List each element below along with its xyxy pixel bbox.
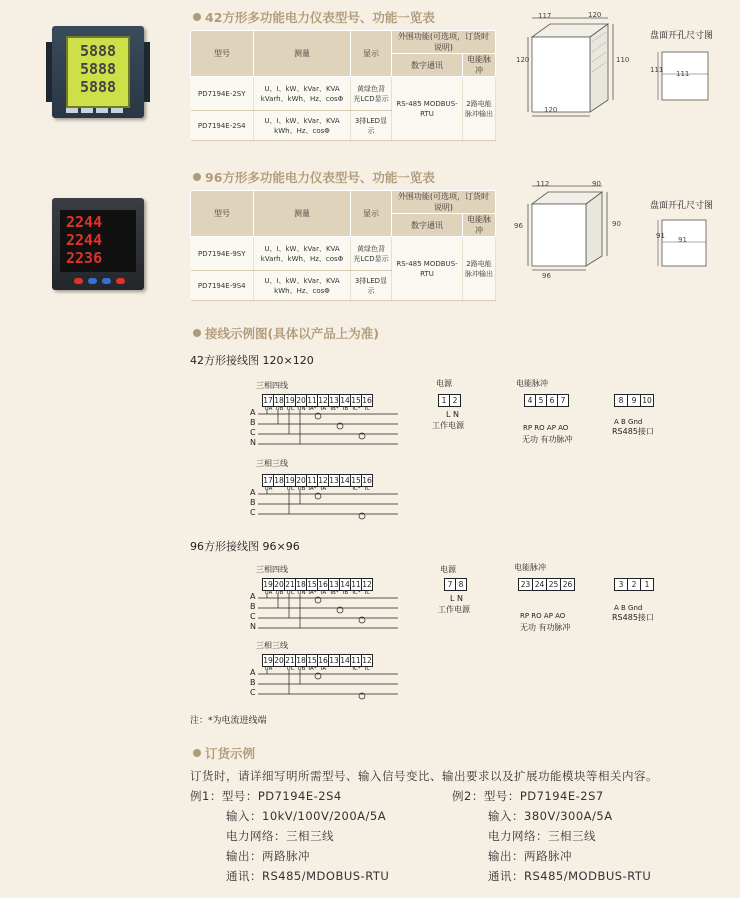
phase-label-b: B <box>250 418 256 427</box>
rs485-desc-42: RS485接口 <box>612 427 654 436</box>
lcd-meter-image <box>52 26 144 118</box>
th-measure: 测量 <box>254 191 351 237</box>
cell-display: 3排LED显示 <box>351 271 392 301</box>
terminal: 15 <box>351 476 361 485</box>
dimension-drawing-96 <box>510 180 630 290</box>
terminal: 1 <box>439 395 450 406</box>
terminal-sub-label: IA* <box>308 590 317 596</box>
terminal-sub-label: UA <box>264 666 273 672</box>
section-title-42: 42方形多功能电力仪表型号、功能一览表 <box>193 8 435 26</box>
terminal: 21 <box>285 580 295 589</box>
terminal: 24 <box>533 579 547 590</box>
terminal: 13 <box>329 656 339 665</box>
terminal-sub-label: IC <box>364 590 371 596</box>
terminal-sub-label: IC* <box>352 406 361 412</box>
order-ex1-model: 例1：型号：PD7194E-2S4 <box>190 789 342 803</box>
dim-label: 90 <box>592 180 601 188</box>
terminal-sub-label: UN <box>297 590 306 596</box>
cell-pulse: 2路电能脉冲输出 <box>463 77 496 141</box>
wiring-lines-42-three <box>248 490 408 520</box>
terminal-sub-label: IC* <box>352 590 361 596</box>
terminal-sub-label: IB* <box>330 406 339 412</box>
cell-measure: U、I、kW、kVar、KVA kVarh、kWh、Hz、cosΦ <box>254 237 351 271</box>
terminal-sub-label: UC <box>286 590 295 596</box>
terminal: 18 <box>274 476 284 485</box>
cell-model: PD7194E-2S4 <box>191 111 254 141</box>
th-display: 显示 <box>351 31 392 77</box>
dim-label: 96 <box>542 272 551 280</box>
terminal: 7 <box>560 396 566 405</box>
section-title-order: 订货示例 <box>193 744 255 762</box>
terminal: 23 <box>519 579 533 590</box>
dim-label: 110 <box>616 56 630 64</box>
pulse-terminals-42 <box>524 394 569 407</box>
terminal-sub-label: IA* <box>308 486 317 492</box>
terminal-sub-label: IC <box>364 406 371 412</box>
terminal-sub-label: UB <box>275 406 284 412</box>
terminal: 8 <box>458 580 464 589</box>
power-sub-96: L N <box>450 594 463 603</box>
dim-label: 112 <box>536 180 550 188</box>
cell-comm: RS-485 MODBUS-RTU <box>392 77 463 141</box>
cell-pulse: 2路电能脉冲输出 <box>463 237 496 301</box>
cutout-label-96: 盘面开孔尺寸图 <box>650 201 714 211</box>
terminal: 12 <box>318 476 328 485</box>
pulse-terminals-96 <box>518 578 575 591</box>
cell-model: PD7194E-9SY <box>191 237 254 271</box>
order-ex2-model: 例2：型号：PD7194E-2S7 <box>452 789 604 803</box>
lcd-digits-2: 5888 <box>79 60 117 78</box>
dim-label: 90 <box>612 220 621 228</box>
cell-display: 黄绿色背 光LCD显示 <box>351 77 392 111</box>
terminal: 19 <box>285 396 295 405</box>
terminal: 15 <box>351 396 361 405</box>
led-digits-1: 2244 <box>66 213 103 231</box>
terminal: 18 <box>274 396 284 405</box>
terminal: 4 <box>525 395 536 406</box>
dim-label: 111 <box>650 66 664 74</box>
lcd-digits-3: 5888 <box>79 78 117 96</box>
rs485-sub-42: A B Gnd <box>614 418 643 426</box>
terminal-sub-label: IC* <box>352 486 361 492</box>
cell-display: 黄绿色背 光LCD显示 <box>351 237 392 271</box>
terminal: 2 <box>628 579 641 590</box>
terminal: 20 <box>296 396 306 405</box>
terminal-sub-label: UA <box>264 590 273 596</box>
wiring-42-three-wire-label: 三相三线 <box>256 459 288 468</box>
section-title-wiring: 接线示例图(具体以产品上为准) <box>193 324 379 342</box>
terminal: 19 <box>263 580 273 589</box>
terminal: 12 <box>362 580 372 589</box>
terminal: 19 <box>263 656 273 665</box>
terminal-sub-label: IB* <box>330 590 339 596</box>
pulse-desc-42: 无功 有功脉冲 <box>522 435 573 444</box>
phase-label-c: C <box>250 612 256 621</box>
terminal: 20 <box>274 656 284 665</box>
dim-label: 91 <box>678 236 687 244</box>
th-model: 型号 <box>191 31 254 77</box>
terminal: 12 <box>318 396 328 405</box>
led-meter-image <box>52 198 144 290</box>
phase-label-n: N <box>250 438 256 447</box>
th-comm: 数字通讯 <box>392 214 463 237</box>
order-ex2-input: 输入：380V/300A/5A <box>488 809 613 823</box>
terminal: 20 <box>296 476 306 485</box>
th-pulse: 电能脉冲 <box>463 54 496 77</box>
terminal-sub-label: IB <box>342 590 349 596</box>
th-measure: 测量 <box>254 31 351 77</box>
terminal: 14 <box>340 656 350 665</box>
terminal-sub-label: IB <box>342 406 349 412</box>
terminal-sub-label: UB <box>275 590 284 596</box>
spec-table-42 <box>190 30 496 141</box>
phase-label-c: C <box>250 688 256 697</box>
terminal: 2 <box>452 396 458 405</box>
terminal: 6 <box>547 395 558 406</box>
terminal: 11 <box>351 580 361 589</box>
terminal: 17 <box>263 476 273 485</box>
order-ex1-comm: 通讯：RS485/MDOBUS-RTU <box>226 869 390 883</box>
wiring-96-three-wire-label: 三相三线 <box>256 641 288 650</box>
terminal: 11 <box>351 656 361 665</box>
rs485-desc-96: RS485接口 <box>612 613 654 622</box>
terminal: 9 <box>628 395 641 406</box>
phase-label-a: A <box>250 408 256 417</box>
terminal: 25 <box>547 579 561 590</box>
pulse-label-42: 电能脉冲 <box>516 379 548 388</box>
power-desc-96: 工作电源 <box>438 605 470 614</box>
th-ext: 外围功能(可选项，订货时说明) <box>392 191 496 214</box>
terminal-sub-label: IA <box>320 666 327 672</box>
terminal-sub-label: IA <box>320 406 327 412</box>
phase-label-b: B <box>250 602 256 611</box>
led-digits-2: 2244 <box>66 231 103 249</box>
pulse-label-96: 电能脉冲 <box>514 563 546 572</box>
terminal: 14 <box>340 476 350 485</box>
power-label-42: 电源 <box>436 379 452 388</box>
order-ex2-comm: 通讯：RS485/MODBUS-RTU <box>488 869 652 883</box>
terminal: 14 <box>340 396 350 405</box>
led-digits-3: 2236 <box>66 249 103 267</box>
dim-label: 117 <box>538 12 552 20</box>
th-ext: 外围功能(可选项，订货时说明) <box>392 31 496 54</box>
terminal: 20 <box>274 580 284 589</box>
th-display: 显示 <box>351 191 392 237</box>
rs485-terminals-42 <box>614 394 654 407</box>
terminal: 16 <box>318 656 328 665</box>
terminal-sub-label: UC <box>286 666 295 672</box>
wiring-42-four-wire-label: 三相四线 <box>256 381 288 390</box>
order-ex2-network: 电力网络：三相三线 <box>488 829 596 843</box>
terminal: 17 <box>263 396 273 405</box>
wiring-96-title: 96方形接线图 96×96 <box>190 540 300 553</box>
terminal: 16 <box>362 396 372 405</box>
note: 注：*为电流进线端 <box>190 716 267 726</box>
terminal-sub-label: IA* <box>308 666 317 672</box>
terminal: 11 <box>307 396 317 405</box>
terminal: 13 <box>329 396 339 405</box>
cell-measure: U、I、kW、kVar、KVA kVarh、kWh、Hz、cosΦ <box>254 77 351 111</box>
power-terminals-42 <box>438 394 461 407</box>
terminal-sub-label: UC <box>286 486 295 492</box>
dim-label: 111 <box>676 70 690 78</box>
terminal: 26 <box>562 580 573 589</box>
terminal: 13 <box>329 580 339 589</box>
phase-label-b: B <box>250 498 256 507</box>
terminal: 15 <box>307 656 317 665</box>
wiring-lines-42-four <box>248 410 408 450</box>
cell-comm: RS-485 MODBUS-RTU <box>392 237 463 301</box>
terminal-sub-label: UA <box>264 406 273 412</box>
terminal-sub-label: IA <box>320 486 327 492</box>
power-terminals-96 <box>444 578 467 591</box>
phase-label-a: A <box>250 668 256 677</box>
terminal: 16 <box>362 476 372 485</box>
terminal-sub-label: UB <box>297 486 306 492</box>
power-label-96: 电源 <box>440 565 456 574</box>
terminal: 1 <box>644 580 650 589</box>
cell-display: 3排LED显示 <box>351 111 392 141</box>
terminal: 8 <box>615 395 628 406</box>
terminal: 13 <box>329 476 339 485</box>
table-row <box>191 237 496 271</box>
th-model: 型号 <box>191 191 254 237</box>
pulse-sub-42: RP RO AP AO <box>523 424 569 432</box>
terminal-sub-label: IC <box>364 486 371 492</box>
order-ex1-input: 输入：10kV/100V/200A/5A <box>226 809 387 823</box>
spec-table-96 <box>190 190 496 301</box>
phase-label-c: C <box>250 428 256 437</box>
terminal-sub-label: IC <box>364 666 371 672</box>
rs485-terminals-96 <box>614 578 654 591</box>
dimension-drawing-42 <box>510 12 630 137</box>
dim-label: 120 <box>588 11 602 19</box>
rs485-sub-96: A B Gnd <box>614 604 643 612</box>
terminal: 19 <box>285 476 295 485</box>
terminal: 3 <box>615 579 628 590</box>
phase-label-c: C <box>250 508 256 517</box>
pulse-desc-96: 无功 有功脉冲 <box>520 623 571 632</box>
cutout-label-42: 盘面开孔尺寸图 <box>650 31 714 41</box>
table-row <box>191 77 496 111</box>
wiring-lines-96-four <box>248 594 408 634</box>
power-desc-42: 工作电源 <box>432 421 464 430</box>
terminal-sub-label: UN <box>297 406 306 412</box>
wiring-lines-96-three <box>248 670 408 700</box>
terminal: 18 <box>296 656 306 665</box>
cell-measure: U、I、kW、kVar、KVA kWh、Hz、cosΦ <box>254 271 351 301</box>
wiring-42-title: 42方形接线图 120×120 <box>190 354 314 367</box>
cell-model: PD7194E-2SY <box>191 77 254 111</box>
terminal: 11 <box>307 476 317 485</box>
terminal-sub-label: IA <box>320 590 327 596</box>
terminal-sub-label: IC* <box>352 666 361 672</box>
terminal: 12 <box>362 656 372 665</box>
th-pulse: 电能脉冲 <box>463 214 496 237</box>
terminal: 14 <box>340 580 350 589</box>
terminal: 21 <box>285 656 295 665</box>
terminal-sub-label: IA* <box>308 406 317 412</box>
terminal: 5 <box>536 395 547 406</box>
pulse-sub-96: RP RO AP AO <box>520 612 566 620</box>
cell-model: PD7194E-9S4 <box>191 271 254 301</box>
th-comm: 数字通讯 <box>392 54 463 77</box>
dim-label: 96 <box>514 222 523 230</box>
dim-label: 120 <box>544 106 558 114</box>
terminal: 18 <box>296 580 306 589</box>
terminal: 10 <box>642 396 652 405</box>
order-intro: 订货时，请详细写明所需型号、输入信号变比、输出要求以及扩展功能模块等相关内容。 <box>190 769 658 783</box>
phase-label-a: A <box>250 488 256 497</box>
order-ex2-output: 输出：两路脉冲 <box>488 849 572 863</box>
terminal-sub-label: UA <box>264 486 273 492</box>
terminal: 15 <box>307 580 317 589</box>
terminal-sub-label: UC <box>286 406 295 412</box>
lcd-digits-1: 5888 <box>79 42 117 60</box>
wiring-96-four-wire-label: 三相四线 <box>256 565 288 574</box>
terminal: 7 <box>445 579 456 590</box>
power-sub-42: L N <box>446 410 459 419</box>
order-ex1-network: 电力网络：三相三线 <box>226 829 334 843</box>
section-title-96: 96方形多功能电力仪表型号、功能一览表 <box>193 168 435 186</box>
cutout-drawing-96 <box>650 214 712 276</box>
terminal: 16 <box>318 580 328 589</box>
phase-label-n: N <box>250 622 256 631</box>
order-ex1-output: 输出：两路脉冲 <box>226 849 310 863</box>
terminal-sub-label: UB <box>297 666 306 672</box>
cell-measure: U、I、kW、kVar、KVA kWh、Hz、cosΦ <box>254 111 351 141</box>
dim-label: 91 <box>656 232 665 240</box>
phase-label-b: B <box>250 678 256 687</box>
phase-label-a: A <box>250 592 256 601</box>
dim-label: 120 <box>516 56 530 64</box>
